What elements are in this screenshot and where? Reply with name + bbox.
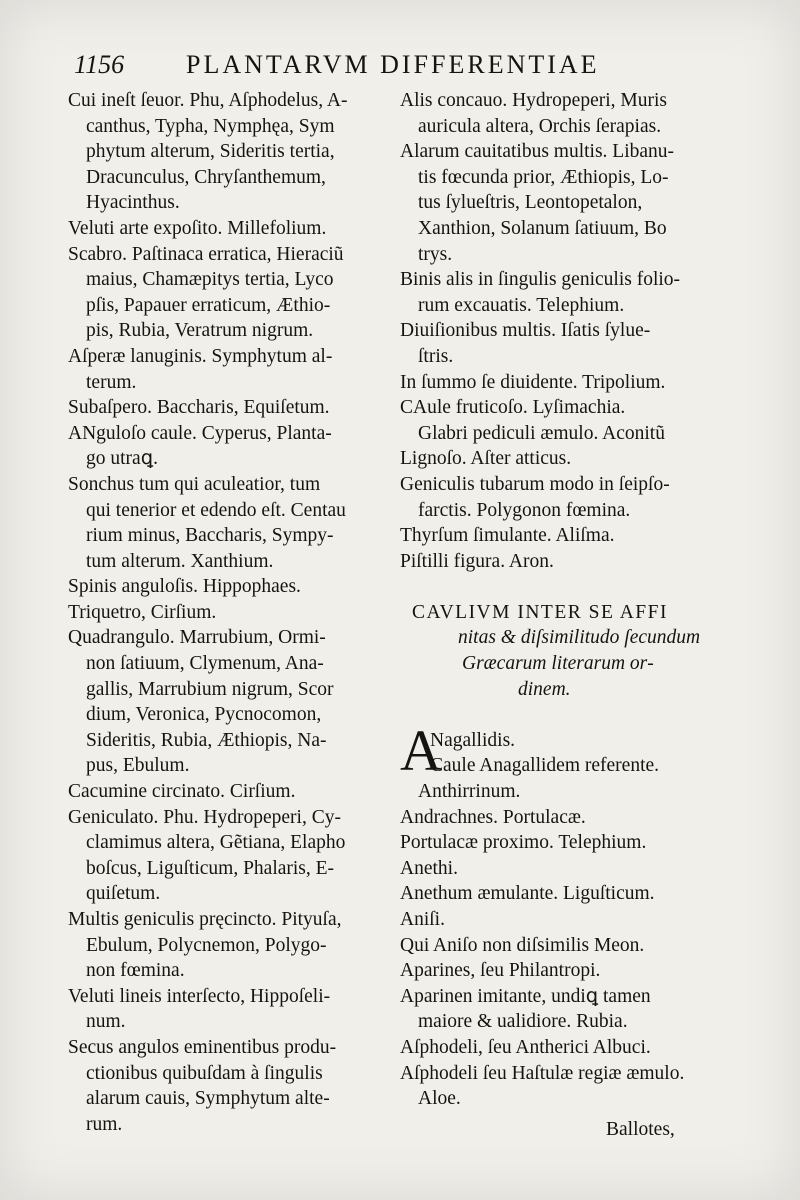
text-line: tum alterum. Xanthium. [86, 550, 274, 572]
text-line: terum. [86, 371, 137, 393]
text-line: clamimus altera, Gẽtiana, Elapho [86, 832, 346, 854]
text-line: maiore & ualidiore. Rubia. [418, 1011, 628, 1033]
section-subheading-line: dinem. [518, 678, 571, 700]
text-line: ANguloſo caule. Cyperus, Planta‑ [68, 422, 332, 444]
text-line: Aloe. [418, 1088, 461, 1110]
running-title: PLANTARVM DIFFERENTIAE [186, 50, 600, 79]
text-line: Qui Aniſo non diſsimilis Meon. [400, 934, 645, 956]
text-line: Multis geniculis pręcincto. Pityuſa, [68, 909, 342, 930]
text-line: pus, Ebulum. [86, 755, 190, 777]
text-line: Spinis anguloſis. Hippophaes. [68, 576, 301, 598]
text-line: qui tenerior et edendo eſt. Centau [86, 499, 346, 521]
text-line: Dracunculus, Chryſanthemum, [86, 166, 326, 188]
text-line: Alarum cauitatibus multis. Libanu‑ [400, 141, 675, 163]
text-line: ſtris. [418, 345, 454, 367]
text-line: alarum cauis, Symphytum alte‑ [86, 1088, 330, 1110]
text-line: Anethi. [400, 857, 458, 879]
text-line: Veluti arte expoſito. Millefolium. [68, 217, 327, 239]
folio-number: 1156 [74, 50, 125, 79]
text-line: Subaſpero. Baccharis, Equiſetum. [68, 397, 330, 419]
text-line: Binis alis in ſingulis geniculis folio‑ [400, 269, 681, 291]
text-line: Aparinen imitante, undiꝗ tamen [400, 985, 651, 1007]
dropcap-block [400, 717, 740, 783]
right-column [400, 88, 740, 1112]
text-line: In ſummo ſe diuidente. Tripolium. [400, 371, 666, 393]
text-line: Hyacinthus. [86, 192, 180, 214]
page-header [74, 50, 714, 86]
text-line: Diuiſionibus multis. Iſatis ſylue‑ [400, 320, 651, 342]
text-line: go utraꝗ. [86, 448, 158, 470]
text-line: Glabri pediculi æmulo. Aconitũ [418, 422, 665, 444]
section-subheading-line: Græcarum literarum or‑ [462, 653, 654, 675]
text-line: Xanthion, Solanum ſatiuum, Bo [418, 217, 667, 239]
text-line: Ebulum, Polycnemon, Polygo‑ [86, 934, 327, 956]
text-line: Veluti lineis interſecto, Hippoſeli‑ [68, 985, 331, 1007]
text-line: Caule Anagallidem referente. [430, 755, 660, 777]
spacer [400, 574, 740, 600]
text-line: quiſetum. [86, 883, 161, 905]
text-line: auricula altera, Orchis ſerapias. [418, 115, 662, 137]
text-line: Anthirrinum. [418, 781, 521, 803]
section-subheading-line: nitas & diſsimilitudo ſecundum [458, 627, 701, 649]
text-line: Cui ineſt ſeuor. Phu, Aſphodelus, A‑ [68, 90, 348, 111]
left-column [68, 88, 398, 1137]
text-line: CAule fruticoſo. Lyſimachia. [400, 397, 626, 419]
text-line: Sonchus tum qui aculeatior, tum [68, 473, 321, 495]
text-line: Andrachnes. Portulacæ. [400, 806, 586, 828]
text-line: dium, Veronica, Pycnocomon, [86, 704, 322, 726]
text-line: Aſperæ lanuginis. Symphytum al‑ [68, 345, 333, 367]
text-line: phytum alterum, Sideritis tertia, [86, 141, 335, 163]
text-line: Aſphodeli, ſeu Antherici Albuci. [400, 1036, 651, 1058]
text-line: trys. [418, 243, 453, 265]
text-line: rum excauatis. Telephium. [418, 294, 625, 316]
text-line: Triquetro, Cirſium. [68, 601, 217, 623]
text-line: Piſtilli figura. Aron. [400, 550, 554, 572]
text-line: ctionibus quibuſdam à ſingulis [86, 1062, 323, 1084]
text-line: Aparines, ſeu Philantropi. [400, 960, 601, 982]
text-line: Quadrangulo. Marrubium, Ormi‑ [68, 627, 326, 649]
text-line: Scabro. Paſtinaca erratica, Hieraciũ [68, 243, 344, 265]
dropcap-letter: A [400, 717, 442, 783]
text-line: pſis, Papauer erraticum, Æthio‑ [86, 294, 331, 316]
text-line: Secus angulos eminentibus produ‑ [68, 1036, 337, 1058]
text-line: tus ſylueſtris, Leontopetalon, [418, 192, 643, 214]
text-line: num. [86, 1011, 126, 1033]
text-line: rum. [86, 1113, 123, 1135]
text-line: pis, Rubia, Veratrum nigrum. [86, 320, 314, 342]
text-line: Thyrſum ſimulante. Aliſma. [400, 525, 615, 547]
text-line: Alis concauo. Hydropeperi, Muris [400, 90, 667, 111]
text-line: Sideritis, Rubia, Æthiopis, Na‑ [86, 729, 327, 751]
text-line: maius, Chamæpitys tertia, Lyco [86, 269, 334, 291]
text-line: Anethum æmulante. Liguſticum. [400, 883, 655, 905]
text-line: Cacumine circinato. Cirſium. [68, 781, 296, 803]
text-line: tis fœcunda prior, Æthiopis, Lo‑ [418, 166, 669, 188]
text-line: non fœmina. [86, 960, 185, 982]
text-line: canthus, Typha, Nymphęa, Sym [86, 115, 335, 137]
text-line: Nagallidis. [430, 729, 516, 751]
catchword: Ballotes, [606, 1119, 675, 1140]
text-line: Aniſi. [400, 909, 445, 930]
section-heading: CAVLIVM INTER SE AFFI [412, 601, 668, 623]
text-line: Aſphodeli ſeu Haſtulæ regiæ æmulo. [400, 1062, 685, 1084]
text-line: Portulacæ proximo. Telephium. [400, 832, 647, 854]
text-line: non ſatiuum, Clymenum, Ana‑ [86, 653, 324, 675]
text-line: rium minus, Baccharis, Sympy‑ [86, 525, 334, 547]
text-line: farctis. Polygonon fœmina. [418, 499, 631, 521]
spacer [400, 702, 740, 728]
text-line: gallis, Marrubium nigrum, Scor [86, 678, 334, 700]
text-line: Lignoſo. Aſter atticus. [400, 448, 572, 470]
text-line: Geniculis tubarum modo in ſeipſo‑ [400, 473, 670, 495]
text-line: Geniculato. Phu. Hydropeperi, Cy‑ [68, 806, 341, 828]
text-line: boſcus, Liguſticum, Phalaris, E‑ [86, 857, 335, 879]
